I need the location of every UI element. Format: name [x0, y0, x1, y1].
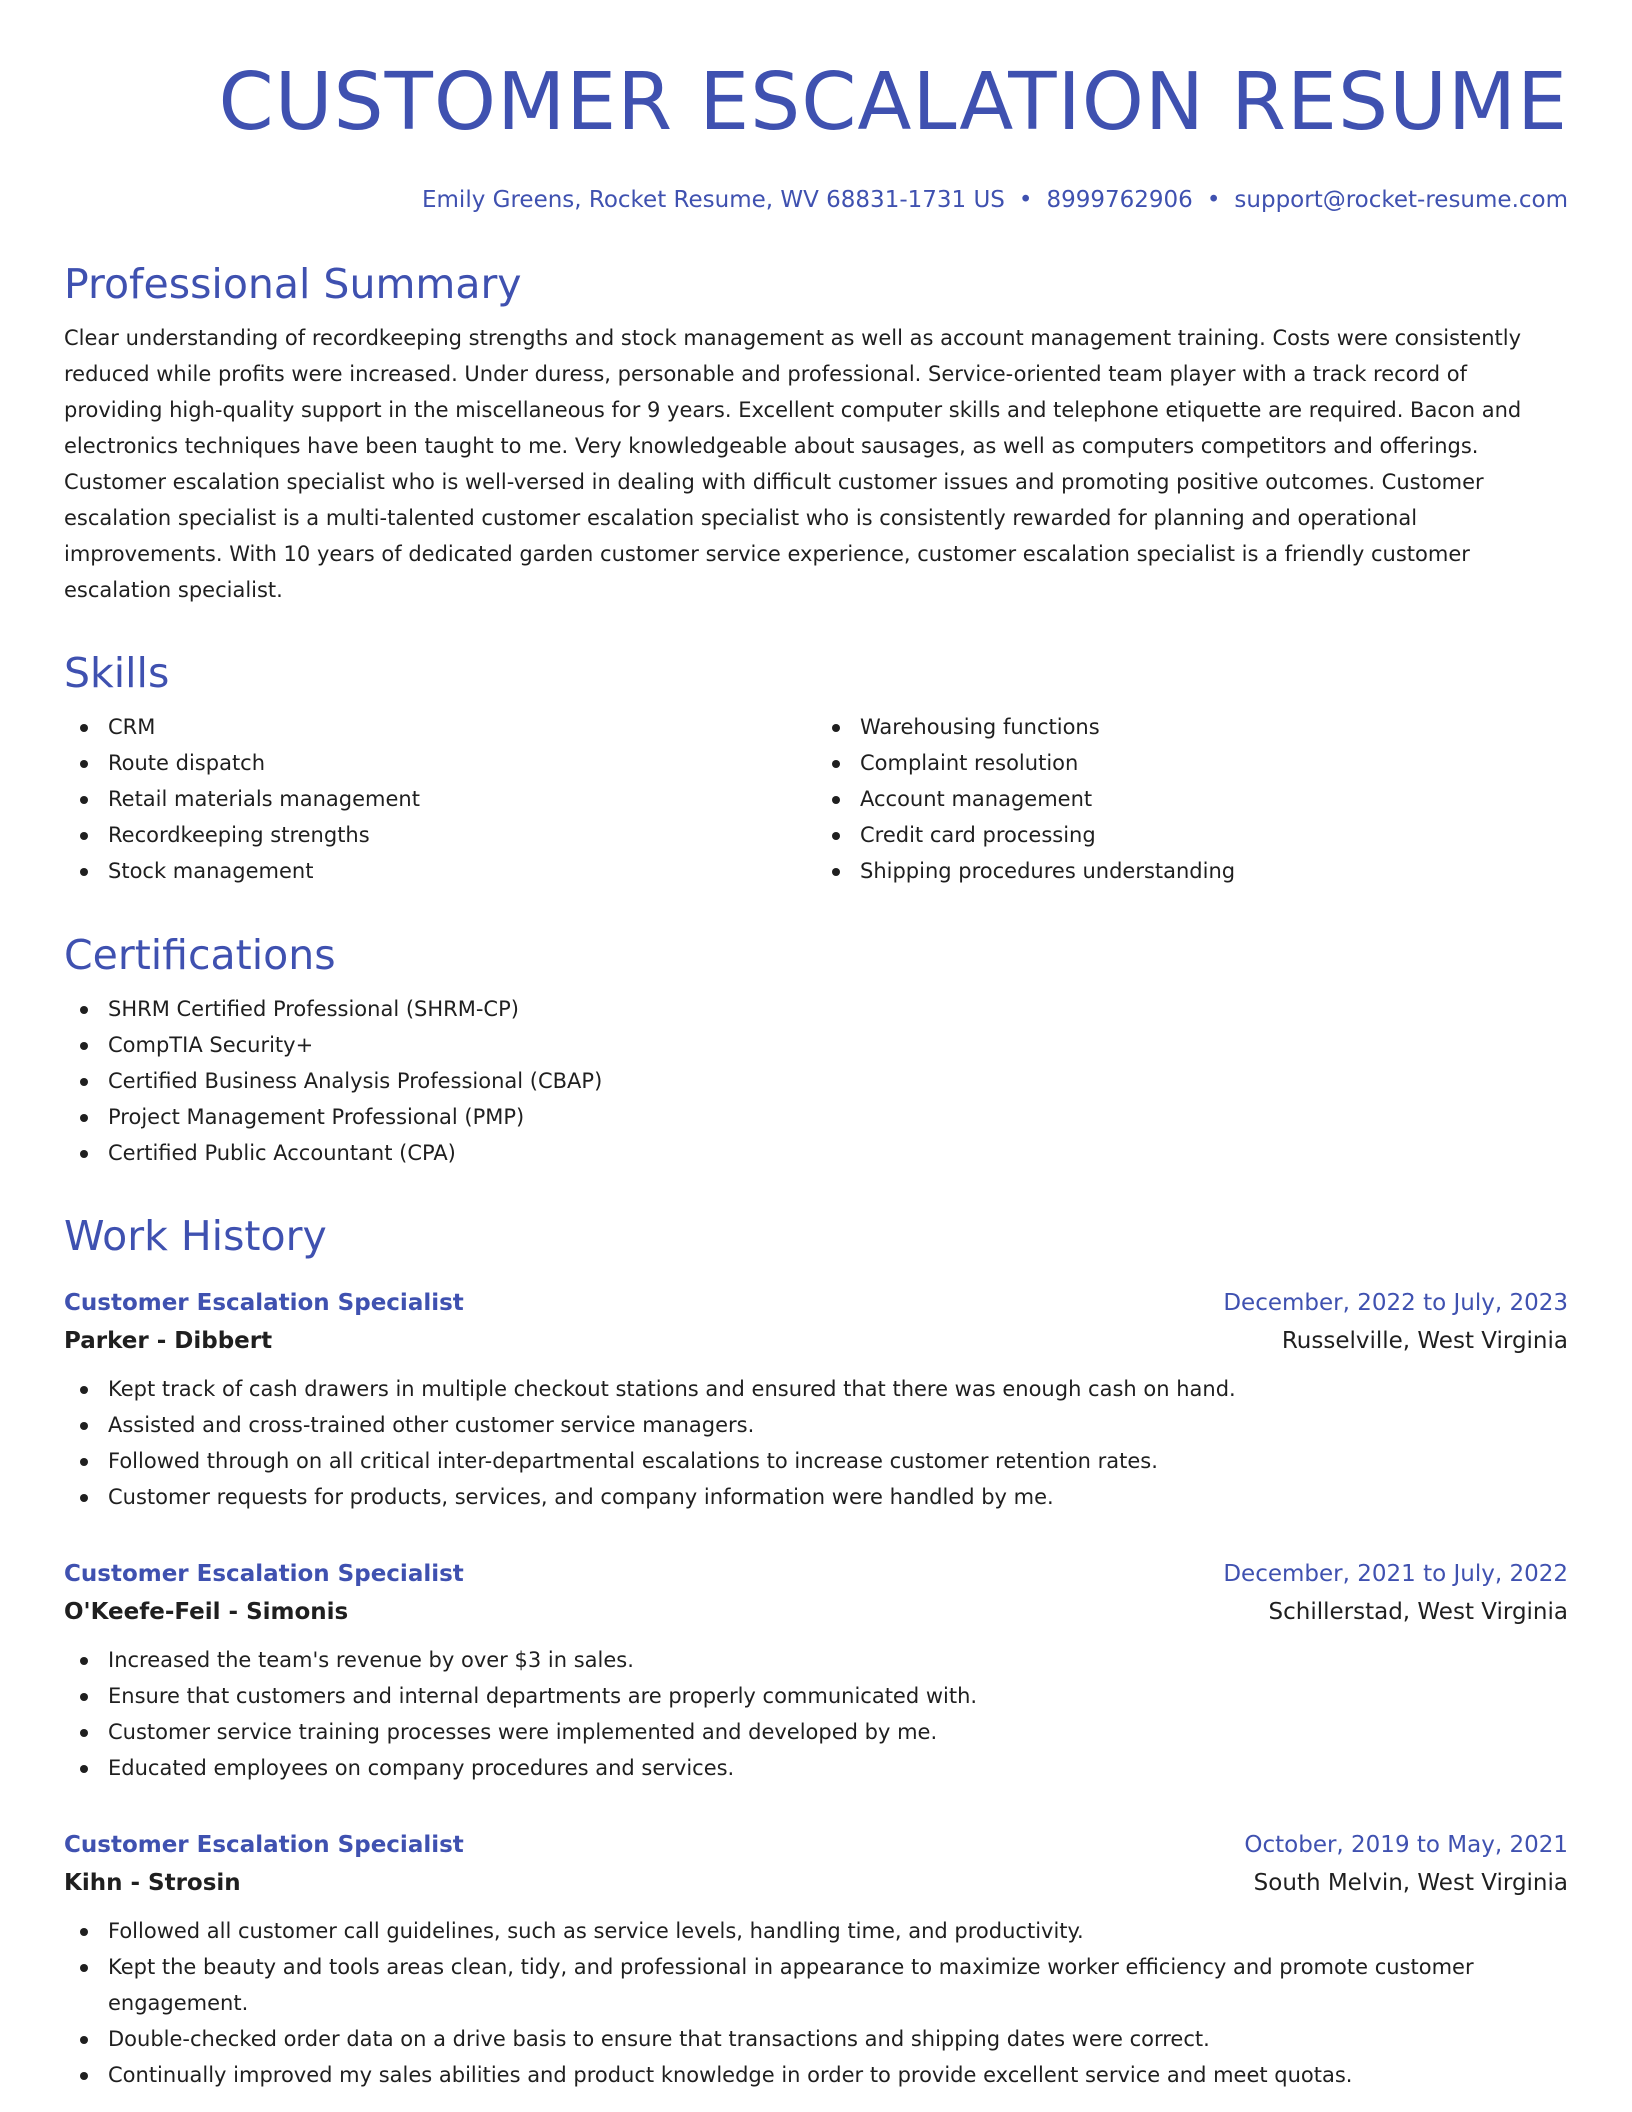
- job-location: South Melvin, West Virginia: [1253, 1870, 1568, 1896]
- job-bullet: Educated employees on company procedures and services.: [64, 1750, 1568, 1786]
- summary-section: [64, 258, 1568, 608]
- job-bullet: Increased the team's revenue by over $3 in sales.: [64, 1642, 1568, 1678]
- summary-heading: Professional Summary: [64, 260, 522, 308]
- job-bullet: Customer service training processes were implemented and developed by me.: [64, 1714, 1568, 1750]
- job-bullet: Kept track of cash drawers in multiple checkout stations and ensured that there was enough cash on hand.: [64, 1371, 1568, 1407]
- job-bullet: Kept the beauty and tools areas clean, tidy, and professional in appearance to maximize worker efficiency and promote customer engagement.: [64, 1949, 1568, 2021]
- job-bullet: Customer requests for products, services, and company information were handled by me.: [64, 1479, 1568, 1515]
- contact-address: Emily Greens, Rocket Resume, WV 68831-1731 US: [422, 187, 1005, 213]
- skills-list-left: [64, 709, 816, 889]
- resume-header: [64, 0, 1568, 216]
- job-bullet: Followed through on all critical inter-departmental escalations to increase customer retention rates.: [64, 1443, 1568, 1479]
- job-entry: [64, 1827, 1568, 2093]
- skills-section: [64, 647, 1568, 889]
- job-location: Russelville, West Virginia: [1281, 1328, 1568, 1354]
- certifications-section: [64, 929, 1568, 1171]
- job-bullet: Continually improved my sales abilities and product knowledge in order to provide excellent service and meet quotas.: [64, 2057, 1568, 2093]
- job-company: Kihn - Strosin: [64, 1870, 241, 1896]
- skill-item: CRM: [64, 709, 816, 745]
- job-dates: December, 2022 to July, 2023: [1223, 1290, 1568, 1316]
- skill-item: Recordkeeping strengths: [64, 817, 816, 853]
- job-bullets: [64, 1913, 1568, 2093]
- skill-item: Account management: [816, 781, 1568, 817]
- job-title: Customer Escalation Specialist: [64, 1832, 464, 1858]
- job-bullet: Ensure that customers and internal departments are properly communicated with.: [64, 1678, 1568, 1714]
- skills-heading: Skills: [64, 649, 170, 697]
- certifications-heading: Certifications: [64, 931, 336, 979]
- job-dates: December, 2021 to July, 2022: [1223, 1561, 1568, 1587]
- skills-grid: [64, 709, 1568, 889]
- summary-text: Clear understanding of recordkeeping strengths and stock management as well as account management training. Costs were consistently reduced while profits were increased. Under duress, personable and professional. Service-oriented team player with a track record of providing high-quality support in the miscellaneous for 9 years. Excellent computer skills and telephone etiquette are required. Bacon and electronics techniques have been taught to me. Very knowledgeable about sausages, as well as computers competitors and offerings. Customer escalation specialist who is well-versed in dealing with difficult customer issues and promoting positive outcomes. Customer escalation specialist is a multi-talented customer escalation specialist who is consistently rewarded for planning and operational improvements. With 10 years of dedicated garden customer service experience, customer escalation specialist is a friendly customer escalation specialist.: [64, 326, 1522, 602]
- job-company: O'Keefe-Feil - Simonis: [64, 1599, 349, 1625]
- certification-item: CompTIA Security+: [64, 1027, 1568, 1063]
- certification-item: Certified Business Analysis Professional (CBAP): [64, 1063, 1568, 1099]
- job-bullet: Double-checked order data on a drive basis to ensure that transactions and shipping dates were correct.: [64, 2021, 1568, 2057]
- job-bullets: [64, 1642, 1568, 1786]
- skill-item: Route dispatch: [64, 745, 816, 781]
- job-location: Schillerstad, West Virginia: [1268, 1599, 1568, 1625]
- certifications-list: [64, 991, 1568, 1171]
- contact-email[interactable]: support@rocket-resume.com: [1234, 187, 1568, 213]
- job-bullet: Assisted and cross-trained other customer service managers.: [64, 1407, 1568, 1443]
- certification-item: SHRM Certified Professional (SHRM-CP): [64, 991, 1568, 1027]
- contact-line: [64, 184, 1568, 216]
- page-title: CUSTOMER ESCALATION RESUME: [218, 56, 1568, 148]
- job-dates: October, 2019 to May, 2021: [1244, 1832, 1568, 1858]
- skill-item: Shipping procedures understanding: [816, 853, 1568, 889]
- skill-item: Retail materials management: [64, 781, 816, 817]
- skill-item: Credit card processing: [816, 817, 1568, 853]
- work-history-heading: Work History: [64, 1212, 327, 1260]
- job-title: Customer Escalation Specialist: [64, 1290, 464, 1316]
- skill-item: Stock management: [64, 853, 816, 889]
- certification-item: Project Management Professional (PMP): [64, 1099, 1568, 1135]
- job-company: Parker - Dibbert: [64, 1328, 273, 1354]
- job-entry: [64, 1556, 1568, 1786]
- contact-phone: 8999762906: [1046, 187, 1193, 213]
- job-bullets: [64, 1371, 1568, 1515]
- certification-item: Certified Public Accountant (CPA): [64, 1135, 1568, 1171]
- job-title: Customer Escalation Specialist: [64, 1561, 464, 1587]
- work-history-section: [64, 1210, 1568, 1262]
- job-entry: [64, 1285, 1568, 1515]
- skill-item: Warehousing functions: [816, 709, 1568, 745]
- contact-separator: •: [1206, 187, 1221, 213]
- skills-list-right: [816, 709, 1568, 889]
- contact-separator: •: [1018, 187, 1033, 213]
- job-bullet: Followed all customer call guidelines, such as service levels, handling time, and productivity.: [64, 1913, 1568, 1949]
- skill-item: Complaint resolution: [816, 745, 1568, 781]
